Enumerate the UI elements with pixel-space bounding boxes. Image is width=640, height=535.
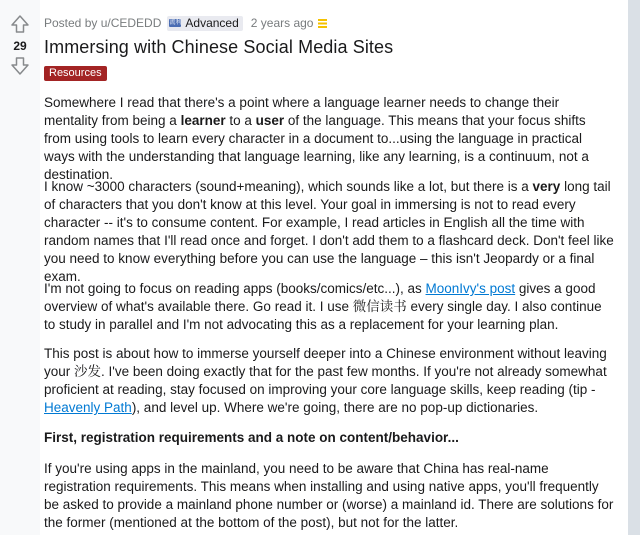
arrow-up-icon[interactable]: [10, 14, 30, 34]
user-flair-icon: 流利: [169, 20, 182, 26]
paragraph: This post is about how to immerse yourself deeper into a Chinese environment without leaving your 沙发. I've been doing exactly that for the past few months. If you're not already somewhat proficient at reading, stay focused on improving your core language skills, keep reading (tip - Heavenly Path), and level up. Where we're going, there are no pop-up dictionaries.: [44, 346, 607, 415]
paragraph: I'm not going to focus on reading apps (books/comics/etc...), as MoonIvy's post gives a good overview of what's available there. Go read it. I use 微信读书 every single day. I also continue to study in parallel and I'm not advocating this as a replacement for your learning plan.: [44, 281, 602, 332]
author-link[interactable]: Posted by u/CEDEDD: [44, 16, 162, 30]
award-icon[interactable]: [318, 19, 327, 28]
post-time[interactable]: 2 years ago: [250, 16, 314, 30]
section-heading: First, registration requirements and a note on content/behavior...: [44, 430, 459, 445]
vote-column: [0, 0, 40, 535]
arrow-down-icon[interactable]: [10, 56, 30, 76]
post-meta: [44, 15, 327, 31]
vote-score: 29: [13, 39, 27, 53]
post-flair[interactable]: Resources: [44, 66, 107, 81]
paragraph: If you're using apps in the mainland, you need to be aware that China has real-name registration requirements. This means when installing and using native apps, you'll frequently be asked to provide a mainland phone number or (worse) a mainland id. There are solutions for the former (mentioned at the bottom of the post), but not for the latter.: [44, 461, 614, 530]
paragraph: I know ~3000 characters (sound+meaning), which sounds like a lot, but there is a very long tail of characters that you don't know at this level. Your goal in immersing is not to read every character -- it's to consume content. For example, I read articles in English all the time with random names that I'll read once and forget. I don't add them to a flashcard deck. Don't feel like you need to know everything before you can use the language – this isn't Jeopardy or a final exam.: [44, 179, 614, 284]
paragraph: Somewhere I read that there's a point where a language learner needs to change their mentality from being a learner to a user of the language. This means that your focus shifts from using tools to learn every character in a document to...using the language in practical ways with the understanding that language learning, like any learning, is a continuum, not a destination.: [44, 95, 589, 182]
user-flair-label: Advanced: [185, 16, 239, 30]
user-flair: [167, 16, 242, 31]
post-title[interactable]: Immersing with Chinese Social Media Sites: [44, 37, 394, 57]
heavenly-path-link[interactable]: Heavenly Path: [44, 400, 132, 415]
moonivy-post-link[interactable]: MoonIvy's post: [425, 281, 516, 296]
